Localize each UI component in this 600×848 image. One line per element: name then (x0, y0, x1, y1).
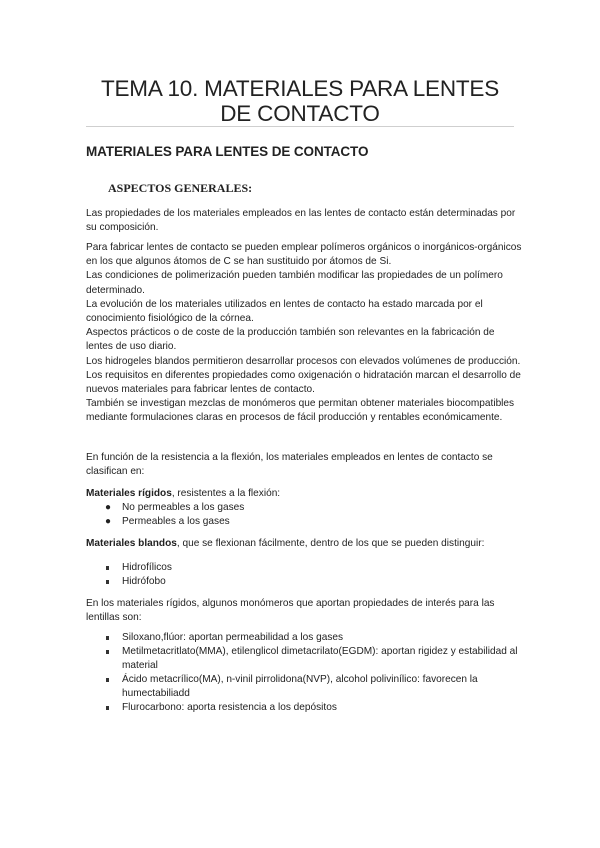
detail-paragraph: Las condiciones de polimerización pueden también modificar las propiedades de un polímero determinado. (86, 270, 503, 296)
list-item (86, 645, 522, 672)
detail-paragraph: Los hidrogeles blandos permitieron desarrollar procesos con elevados volúmenes de producción. Los requisitos en diferentes propiedades como oxigenación o hidratación marcan el desarrollo de nuevos materiales para fabricar lentes de contacto. (86, 355, 521, 396)
list-item-text: No permeables a los gases (122, 502, 245, 514)
list-item (86, 561, 522, 575)
rigid-label: Materiales rígidos (86, 488, 172, 499)
details-block (86, 241, 522, 426)
monomers-paragraph (86, 597, 522, 625)
detail-paragraph: La evolución de los materiales utilizados en lentes de contacto ha estado marcada por el conocimiento fisiológico de la córnea. (86, 298, 483, 325)
list-item (86, 575, 522, 589)
monomers-text: En los materiales rígidos, algunos monómeros que aportan propiedades de interés para las lentillas son: (86, 598, 495, 624)
bullet-icon (106, 706, 109, 710)
list-item-text: Ácido metacrílico(MA), n-vinil pirrolidona(NVP), alcohol polivinílico: favorecen la humectabiliadd (122, 674, 478, 699)
list-item-text: Hidrofílicos (122, 562, 172, 573)
list-item (86, 673, 522, 700)
soft-label: Materiales blandos (86, 538, 177, 549)
rigid-materials (86, 487, 522, 530)
list-item-text: Hidrófobo (122, 576, 166, 588)
list-item (86, 501, 522, 515)
monomers-list (86, 631, 522, 715)
list-item-text: Metilmetacritlato(MMA), etilenglicol dimetacrilato(EGDM): aportan rigidez y estabilidad al material (122, 646, 518, 671)
list-item (86, 515, 522, 529)
soft-materials (86, 537, 522, 551)
intro-paragraph (86, 207, 522, 235)
list-item (86, 631, 522, 644)
intro-text: Las propiedades de los materiales empleados en las lentes de contacto están determinadas por su composición. (86, 208, 516, 234)
list-item-text: Permeables a los gases (122, 516, 230, 528)
list-item (86, 701, 522, 714)
bullet-icon (106, 650, 109, 654)
detail-paragraph: Para fabricar lentes de contacto se pueden emplear polímeros orgánicos o inorgánicos-orgánicos en los que algunos átomos de C se han sustituido por átomos de Si. (86, 242, 522, 268)
soft-list (86, 561, 522, 589)
title-divider (86, 126, 514, 127)
detail-paragraph: Aspectos prácticos o de coste de la producción también son relevantes en la fabricación de lentes de uso diario. (86, 327, 495, 353)
soft-description: , que se flexionan fácilmente, dentro de los que se pueden distinguir: (176, 538, 485, 549)
list-item-text: Flurocarbono: aporta resistencia a los depósitos (122, 702, 337, 714)
bullet-icon (106, 566, 109, 570)
section-heading: MATERIALES PARA LENTES DE CONTACTO (86, 144, 369, 159)
bullet-icon (106, 678, 109, 682)
bullet-icon: ● (105, 516, 112, 528)
bullet-icon (106, 580, 109, 584)
bullet-icon (106, 636, 109, 640)
bullet-icon: ● (105, 502, 112, 514)
subsection-heading: ASPECTOS GENERALES: (108, 181, 253, 195)
page-title (60, 76, 540, 126)
flexion-paragraph (86, 451, 522, 479)
detail-paragraph: También se investigan mezclas de monómeros que permitan obtener materiales biocompatibles mediante formulaciones claras en procesos de fácil producción y rentables económicamente. (86, 398, 515, 424)
flexion-text: En función de la resistencia a la flexión, los materiales empleados en lentes de contacto se clasifican en: (86, 452, 493, 478)
list-item-text: Siloxano,flúor: aportan permeabilidad a los gases (122, 632, 344, 643)
title-line-1: TEMA 10. MATERIALES PARA LENTES (100, 76, 500, 101)
title-line-2: DE CONTACTO (220, 101, 380, 126)
rigid-list (86, 501, 522, 529)
rigid-heading (86, 487, 522, 501)
rigid-description: , resistentes a la flexión: (171, 488, 281, 499)
soft-heading (86, 537, 522, 551)
